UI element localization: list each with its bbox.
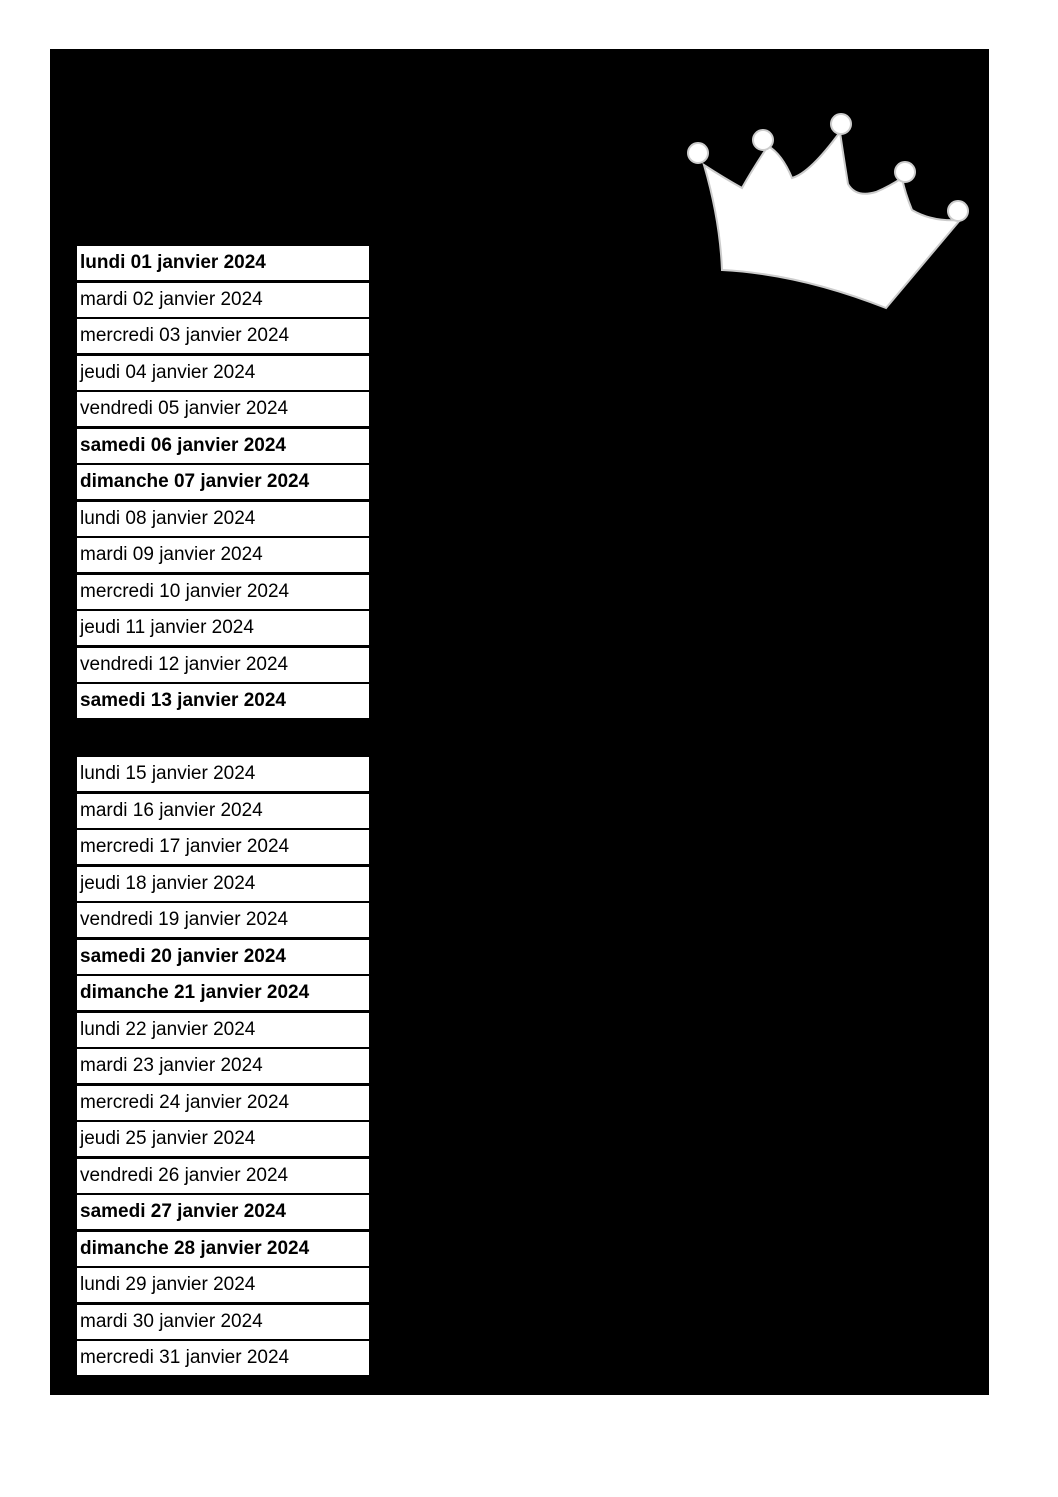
day-cell: lundi 22 janvier 2024 bbox=[77, 1013, 369, 1047]
day-cell: mardi 30 janvier 2024 bbox=[77, 1305, 369, 1339]
crown-icon bbox=[680, 108, 976, 314]
day-cell: samedi 06 janvier 2024 bbox=[77, 429, 369, 463]
day-cell: vendredi 05 janvier 2024 bbox=[77, 392, 369, 426]
day-cell: mercredi 03 janvier 2024 bbox=[77, 319, 369, 353]
day-cell: mercredi 17 janvier 2024 bbox=[77, 830, 369, 864]
day-cell: mercredi 31 janvier 2024 bbox=[77, 1341, 369, 1375]
day-cell: samedi 13 janvier 2024 bbox=[77, 684, 369, 718]
day-cell: jeudi 04 janvier 2024 bbox=[77, 356, 369, 390]
day-cell: samedi 27 janvier 2024 bbox=[77, 1195, 369, 1229]
day-cell: mardi 16 janvier 2024 bbox=[77, 794, 369, 828]
day-cell: mardi 02 janvier 2024 bbox=[77, 283, 369, 317]
day-cell: lundi 15 janvier 2024 bbox=[77, 757, 369, 791]
day-cell: jeudi 25 janvier 2024 bbox=[77, 1122, 369, 1156]
day-cell: jeudi 18 janvier 2024 bbox=[77, 867, 369, 901]
day-cell: samedi 20 janvier 2024 bbox=[77, 940, 369, 974]
day-cell: dimanche 28 janvier 2024 bbox=[77, 1232, 369, 1266]
day-cell: lundi 29 janvier 2024 bbox=[77, 1268, 369, 1302]
day-cell: mardi 23 janvier 2024 bbox=[77, 1049, 369, 1083]
day-cell: lundi 08 janvier 2024 bbox=[77, 502, 369, 536]
day-cell: vendredi 26 janvier 2024 bbox=[77, 1159, 369, 1193]
day-cell: mercredi 10 janvier 2024 bbox=[77, 575, 369, 609]
day-cell: mercredi 24 janvier 2024 bbox=[77, 1086, 369, 1120]
day-cell: dimanche 21 janvier 2024 bbox=[77, 976, 369, 1010]
day-cell: lundi 01 janvier 2024 bbox=[77, 246, 369, 280]
day-cell: jeudi 11 janvier 2024 bbox=[77, 611, 369, 645]
day-cell: vendredi 12 janvier 2024 bbox=[77, 648, 369, 682]
day-cell: vendredi 19 janvier 2024 bbox=[77, 903, 369, 937]
day-cell: mardi 09 janvier 2024 bbox=[77, 538, 369, 572]
day-cell: dimanche 07 janvier 2024 bbox=[77, 465, 369, 499]
